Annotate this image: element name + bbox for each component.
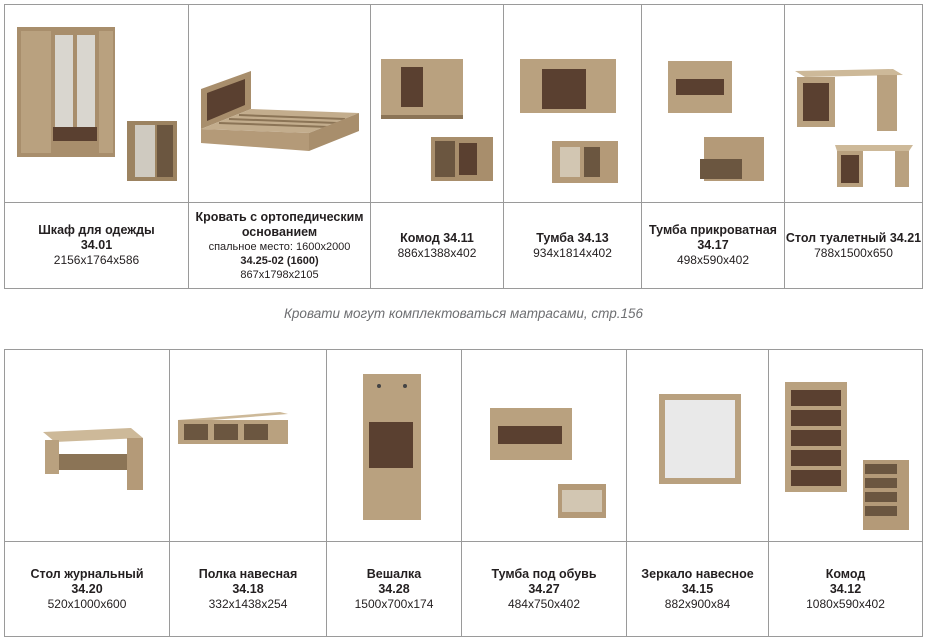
dressing-table-drawing [785, 5, 923, 202]
catalog-grid-bottom [4, 349, 923, 637]
wardrobe-drawing [5, 5, 189, 202]
product-name: Тумба под обувь [491, 566, 597, 581]
wall-shelf-image [170, 350, 327, 542]
shoe-cabinet-drawing [462, 350, 627, 541]
product-card-34-18 [170, 542, 327, 637]
product-card-34-17 [642, 203, 785, 289]
product-code: 34.17 [697, 238, 729, 252]
product-name: Шкаф для одежды [38, 223, 155, 237]
hanger-drawing [327, 350, 462, 541]
hanger-image [327, 350, 462, 542]
catalog-grid-top [4, 4, 923, 289]
product-code: 34.01 [80, 238, 113, 252]
product-name: Тумба прикроватная [649, 223, 777, 237]
bedside-table-image [642, 5, 785, 203]
bedside-table-drawing [642, 5, 785, 202]
chest-34-11-drawing [371, 5, 504, 202]
chest-34-11-image [371, 5, 504, 203]
product-dimensions: 934x1814x402 [533, 245, 612, 260]
product-dimensions: 882x900x84 [664, 596, 731, 611]
product-card-34-27 [462, 542, 627, 637]
product-dimensions: 867x1798x2105 [240, 268, 319, 281]
wardrobe-image [5, 5, 189, 203]
product-card-34-21 [785, 203, 923, 289]
product-dimensions: 484x750x402 [507, 596, 581, 611]
product-card-34-12 [769, 542, 923, 637]
product-code: 34.12 [829, 581, 862, 596]
coffee-table-image [5, 350, 170, 542]
product-code: 34.20 [71, 581, 103, 596]
product-dimensions: 788x1500x650 [814, 245, 893, 260]
product-card-34-20 [5, 542, 170, 637]
product-name: Зеркало навесное [641, 566, 754, 581]
mattress-note: Кровати могут комплектоваться матрасами, стр.156 [283, 306, 644, 321]
product-name: Комод [825, 566, 866, 581]
product-card-34-01 [5, 203, 189, 289]
product-dimensions: 886x1388x402 [397, 245, 477, 260]
bed-image [189, 5, 371, 203]
product-code: 34.28 [378, 581, 410, 596]
product-name: Стол туалетный 34.21 [785, 230, 922, 245]
chest-34-12-drawing [769, 350, 923, 541]
dressing-table-image [785, 5, 923, 203]
product-code: 34.25-02 (1600) [240, 254, 319, 267]
product-card-34-13 [504, 203, 642, 289]
product-dimensions: 520x1000x600 [47, 596, 127, 611]
product-name: Стол журнальный [30, 566, 144, 581]
shoe-cabinet-image [462, 350, 627, 542]
product-subtitle: спальное место: 1600x2000 [208, 240, 351, 253]
product-dimensions: 1080x590x402 [806, 596, 885, 611]
product-card-34-25-02 [189, 203, 371, 289]
cabinet-34-13-image [504, 5, 642, 203]
product-code: 34.27 [528, 581, 560, 596]
product-name: Кровать с ортопедическим основанием [195, 209, 364, 239]
wall-shelf-drawing [170, 350, 327, 541]
product-card-34-11 [371, 203, 504, 289]
product-code: 34.15 [681, 581, 714, 596]
product-dimensions: 498x590x402 [676, 253, 750, 267]
product-card-34-28 [327, 542, 462, 637]
product-code: 34.18 [232, 581, 264, 596]
wall-mirror-drawing [627, 350, 769, 541]
product-dimensions: 2156x1764x586 [53, 253, 140, 267]
product-name: Полка навесная [198, 566, 298, 581]
product-name: Вешалка [366, 566, 422, 581]
product-card-34-15 [627, 542, 769, 637]
product-name: Комод 34.11 [400, 230, 474, 245]
product-dimensions: 1500x700x174 [354, 596, 434, 611]
product-dimensions: 332x1438x254 [208, 596, 288, 611]
cabinet-34-13-drawing [504, 5, 642, 202]
chest-34-12-image [769, 350, 923, 542]
coffee-table-drawing [5, 350, 170, 541]
product-name: Тумба 34.13 [536, 230, 609, 245]
bed-drawing [189, 5, 371, 202]
wall-mirror-image [627, 350, 769, 542]
